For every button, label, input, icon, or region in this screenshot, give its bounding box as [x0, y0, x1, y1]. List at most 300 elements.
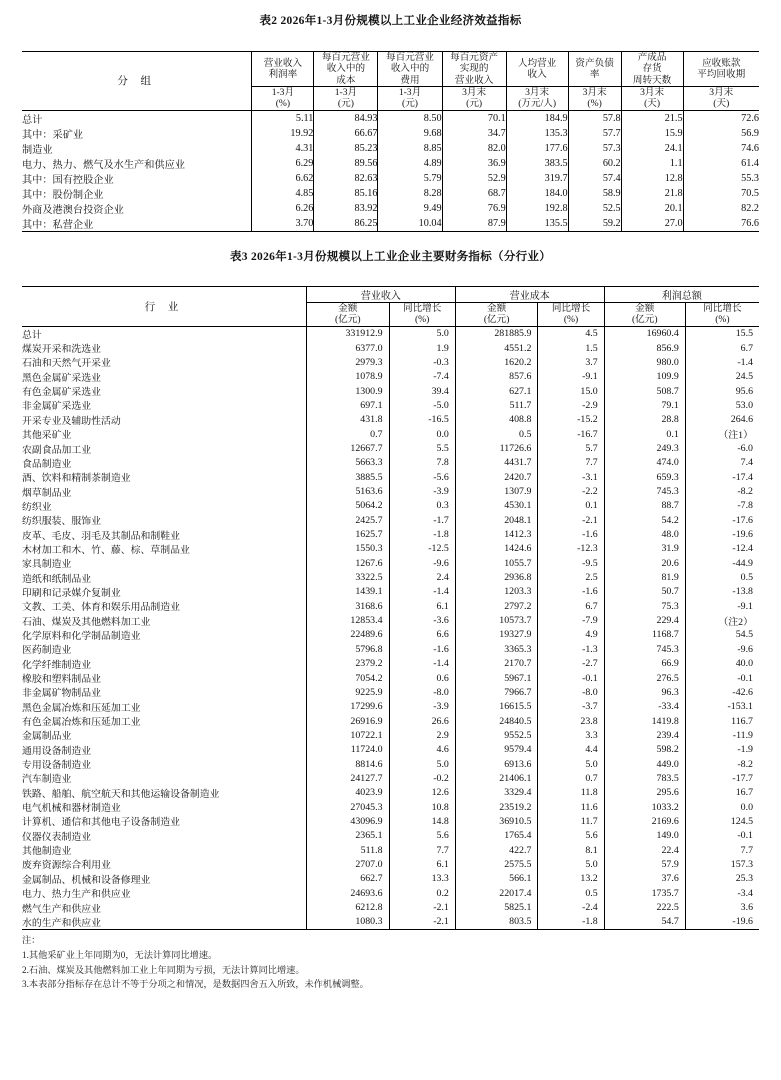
data-cell: 22017.4 [455, 886, 538, 900]
data-cell: 4.85 [252, 186, 314, 201]
table-row [22, 900, 759, 914]
data-cell: -2.7 [538, 657, 604, 671]
data-cell: 17299.6 [306, 700, 389, 714]
data-cell: 7966.7 [455, 685, 538, 699]
data-cell: 58.9 [568, 186, 621, 201]
data-cell: 72.6 [683, 110, 759, 126]
row-label: 烟草制品业 [22, 487, 72, 499]
data-cell: -2.2 [538, 484, 604, 498]
row-label: 医药制造业 [22, 645, 72, 657]
row-label: 有色金属矿采选业 [22, 387, 102, 399]
row-label: 专用设备制造业 [22, 760, 92, 772]
data-cell: 16615.5 [455, 700, 538, 714]
data-cell: 5163.6 [306, 484, 389, 498]
data-cell: 85.23 [314, 141, 378, 156]
data-cell: 124.5 [685, 814, 759, 828]
table2-unit-debt-ratio: 3月末 (%) [568, 86, 621, 110]
table3-group-header-profit: 利润总额 [604, 286, 759, 302]
data-cell: 2048.1 [455, 513, 538, 527]
data-cell: 662.7 [306, 872, 389, 886]
data-cell: 50.7 [604, 585, 685, 599]
data-cell: 61.4 [683, 156, 759, 171]
data-cell: -9.6 [389, 556, 455, 570]
table-row [22, 556, 759, 570]
data-cell: 15.5 [685, 326, 759, 341]
data-cell: -2.1 [538, 513, 604, 527]
data-cell: 52.5 [568, 201, 621, 216]
data-cell: 2575.5 [455, 857, 538, 871]
data-cell: 57.4 [568, 171, 621, 186]
data-cell: 12.6 [389, 786, 455, 800]
data-cell: 2979.3 [306, 355, 389, 369]
data-cell: （注1） [685, 427, 759, 441]
data-cell: 3.7 [538, 355, 604, 369]
table2-col-header-expense-per-hundred: 每百元营业 收入中的 费用 [378, 52, 442, 87]
data-cell: 856.9 [604, 341, 685, 355]
footnote-item: 2.石油、煤炭及其他燃料加工业上年同期为亏损，无法计算同比增速。 [22, 964, 305, 975]
table-row [22, 671, 759, 685]
data-cell: 24127.7 [306, 771, 389, 785]
data-cell: 13.2 [538, 872, 604, 886]
data-cell: 331912.9 [306, 326, 389, 341]
data-cell: 57.9 [604, 857, 685, 871]
data-cell: 9.49 [378, 201, 442, 216]
data-cell: 48.0 [604, 527, 685, 541]
data-cell: 1412.3 [455, 527, 538, 541]
data-cell: 2936.8 [455, 570, 538, 584]
data-cell: 745.3 [604, 484, 685, 498]
table-row [22, 800, 759, 814]
data-cell: 1.9 [389, 341, 455, 355]
data-cell: 11.8 [538, 786, 604, 800]
table-row [22, 370, 759, 384]
data-cell: 68.7 [442, 186, 506, 201]
table-row [22, 886, 759, 900]
data-cell: 2797.2 [455, 599, 538, 613]
data-cell: -5.0 [389, 398, 455, 412]
data-cell: -7.9 [538, 613, 604, 627]
data-cell: -16.7 [538, 427, 604, 441]
data-cell: 87.9 [442, 216, 506, 232]
data-cell: 6.62 [252, 171, 314, 186]
table-row [22, 642, 759, 656]
data-cell: 598.2 [604, 743, 685, 757]
table-row [22, 657, 759, 671]
data-cell: 59.2 [568, 216, 621, 232]
data-cell: -17.7 [685, 771, 759, 785]
data-cell: 5.0 [538, 757, 604, 771]
row-label: 废弃资源综合利用业 [22, 860, 111, 872]
footnotes-heading: 注： [22, 934, 41, 945]
data-cell: 96.3 [604, 685, 685, 699]
data-cell: 22.4 [604, 843, 685, 857]
footnotes [22, 933, 759, 993]
data-cell: 1.5 [538, 341, 604, 355]
table-row [22, 470, 759, 484]
row-label: 橡胶和塑料制品业 [22, 674, 102, 686]
data-cell: 980.0 [604, 355, 685, 369]
data-cell: 0.7 [306, 427, 389, 441]
data-cell: 1765.4 [455, 829, 538, 843]
data-cell: 249.3 [604, 441, 685, 455]
data-cell: 4.31 [252, 141, 314, 156]
data-cell: 745.3 [604, 642, 685, 656]
data-cell: 55.3 [683, 171, 759, 186]
data-cell: 0.0 [685, 800, 759, 814]
data-cell: 34.7 [442, 126, 506, 141]
data-cell: 3.3 [538, 728, 604, 742]
data-cell: 5.5 [389, 441, 455, 455]
data-cell: 0.5 [685, 570, 759, 584]
data-cell: 15.9 [621, 126, 683, 141]
data-cell: 3885.5 [306, 470, 389, 484]
data-cell: 9552.5 [455, 728, 538, 742]
data-cell: -0.1 [685, 671, 759, 685]
data-cell: 66.67 [314, 126, 378, 141]
row-label: 非金属矿采选业 [22, 401, 92, 413]
row-label: 水的生产和供应业 [22, 915, 306, 930]
data-cell: -1.4 [389, 585, 455, 599]
table2-col-header-profit-rate: 营业收入 利润率 [252, 52, 314, 87]
data-cell: 5.0 [389, 757, 455, 771]
data-cell: 135.5 [506, 216, 568, 232]
data-cell: 82.2 [683, 201, 759, 216]
data-cell: 6377.0 [306, 341, 389, 355]
data-cell: 264.6 [685, 413, 759, 427]
data-cell: 12667.7 [306, 441, 389, 455]
data-cell: 4023.9 [306, 786, 389, 800]
row-label: 黑色金属冶炼和压延加工业 [22, 702, 141, 714]
data-cell: 39.4 [389, 384, 455, 398]
table-row [22, 527, 759, 541]
data-cell: 19.92 [252, 126, 314, 141]
table-row [22, 585, 759, 599]
row-label: 计算机、通信和其他电子设备制造业 [22, 817, 181, 829]
table2-col-header-inventory-turnover-days: 产成品 存货 周转天数 [621, 52, 683, 87]
data-cell: -8.2 [685, 484, 759, 498]
data-cell: 7.4 [685, 456, 759, 470]
row-label: 石油、煤炭及其他燃料加工业 [22, 616, 151, 628]
data-cell: 24.1 [621, 141, 683, 156]
data-cell: 26916.9 [306, 714, 389, 728]
data-cell: 2.4 [389, 570, 455, 584]
data-cell: 1424.6 [455, 542, 538, 556]
table3-header [22, 286, 759, 326]
table-row [22, 628, 759, 642]
table2-unit-inventory-turnover-days: 3月末 (天) [621, 86, 683, 110]
row-label: 有色金属冶炼和压延加工业 [22, 717, 141, 729]
table2-unit-expense-per-hundred: 1-3月 (元) [378, 86, 442, 110]
data-cell: 8814.6 [306, 757, 389, 771]
data-cell: 857.6 [455, 370, 538, 384]
data-cell: 86.25 [314, 216, 378, 232]
table-row [22, 384, 759, 398]
data-cell: 1625.7 [306, 527, 389, 541]
data-cell: 3168.6 [306, 599, 389, 613]
data-cell: -19.6 [685, 527, 759, 541]
data-cell: 659.3 [604, 470, 685, 484]
table-row [22, 441, 759, 455]
data-cell: -13.8 [685, 585, 759, 599]
data-cell: -33.4 [604, 700, 685, 714]
data-cell: -1.4 [685, 355, 759, 369]
row-label: 总计 [22, 114, 43, 126]
data-cell: 5.6 [389, 829, 455, 843]
table-row [22, 714, 759, 728]
table3-body [22, 326, 759, 929]
table2-col-header-revenue-per-hundred-assets: 每百元资产 实现的 营业收入 [442, 52, 506, 87]
row-label: 煤炭开采和洗选业 [22, 344, 102, 356]
data-cell: 319.7 [506, 171, 568, 186]
table3-title: 表3 2026年1-3月份规模以上工业企业主要财务指标（分行业） [229, 250, 552, 263]
data-cell: -2.1 [389, 900, 455, 914]
table-row [22, 728, 759, 742]
table2-unit-revenue-per-capita: 3月末 (万元/人) [506, 86, 568, 110]
data-cell: 508.7 [604, 384, 685, 398]
table2-stub-header: 分 组 [22, 52, 252, 111]
data-cell: 36.9 [442, 156, 506, 171]
data-cell: 4.4 [538, 743, 604, 757]
data-cell: 24840.5 [455, 714, 538, 728]
data-cell: 0.7 [538, 771, 604, 785]
table3-subheader-profit-growth: 同比增长 (%) [685, 302, 759, 326]
data-cell: -1.6 [538, 527, 604, 541]
data-cell: 2170.7 [455, 657, 538, 671]
data-cell: 697.1 [306, 398, 389, 412]
table-row [22, 814, 759, 828]
data-cell: 81.9 [604, 570, 685, 584]
row-label: 黑色金属矿采选业 [22, 372, 102, 384]
data-cell: 84.93 [314, 110, 378, 126]
data-cell: -1.6 [538, 585, 604, 599]
data-cell: 19327.9 [455, 628, 538, 642]
data-cell: 76.6 [683, 216, 759, 232]
data-cell: 31.9 [604, 542, 685, 556]
row-label: 其中：股份制企业 [22, 189, 104, 201]
data-cell: 1203.3 [455, 585, 538, 599]
data-cell: 6212.8 [306, 900, 389, 914]
data-cell: 20.1 [621, 201, 683, 216]
data-cell: 1267.6 [306, 556, 389, 570]
data-cell: -9.1 [685, 599, 759, 613]
data-cell: 27045.3 [306, 800, 389, 814]
data-cell: 7.7 [685, 843, 759, 857]
data-cell: -3.7 [538, 700, 604, 714]
data-cell: -7.4 [389, 370, 455, 384]
data-cell: 2169.6 [604, 814, 685, 828]
table3-group-header-cost: 营业成本 [455, 286, 604, 302]
table-row [22, 141, 759, 156]
data-cell: 54.5 [685, 628, 759, 642]
table-row [22, 685, 759, 699]
data-cell: 88.7 [604, 499, 685, 513]
data-cell: 11.7 [538, 814, 604, 828]
data-cell: 281885.9 [455, 326, 538, 341]
row-label: 总计 [22, 329, 42, 341]
data-cell: 229.4 [604, 613, 685, 627]
data-cell: -12.3 [538, 542, 604, 556]
data-cell: 2425.7 [306, 513, 389, 527]
table3-group-header-revenue: 营业收入 [306, 286, 455, 302]
table-row [22, 743, 759, 757]
data-cell: 21.5 [621, 110, 683, 126]
row-label: 皮革、毛皮、羽毛及其制品和制鞋业 [22, 530, 181, 542]
row-label: 化学原料和化学制品制造业 [22, 630, 141, 642]
data-cell: -1.6 [389, 642, 455, 656]
data-cell: 1307.9 [455, 484, 538, 498]
data-cell: 26.6 [389, 714, 455, 728]
table3-financial-indicators-by-industry [22, 286, 759, 930]
table-row [22, 599, 759, 613]
table-row [22, 398, 759, 412]
data-cell: -2.4 [538, 900, 604, 914]
table3-subheader-revenue-growth: 同比增长 (%) [389, 302, 455, 326]
data-cell: 82.0 [442, 141, 506, 156]
data-cell: 10573.7 [455, 613, 538, 627]
row-label: 燃气生产和供应业 [22, 903, 102, 915]
data-cell: 6.29 [252, 156, 314, 171]
data-cell: 36910.5 [455, 814, 538, 828]
data-cell: 5.79 [378, 171, 442, 186]
data-cell: 56.9 [683, 126, 759, 141]
table-row [22, 872, 759, 886]
table-row [22, 201, 759, 216]
data-cell: 14.8 [389, 814, 455, 828]
data-cell: 28.8 [604, 413, 685, 427]
table-row [22, 216, 759, 232]
data-cell: -9.1 [538, 370, 604, 384]
row-label: 酒、饮料和精制茶制造业 [22, 473, 131, 485]
row-label: 印刷和记录媒介复制业 [22, 587, 121, 599]
data-cell: 66.9 [604, 657, 685, 671]
data-cell: 5.11 [252, 110, 314, 126]
data-cell: 222.5 [604, 900, 685, 914]
row-label: 造纸和纸制品业 [22, 573, 92, 585]
data-cell: 783.5 [604, 771, 685, 785]
data-cell: 184.0 [506, 186, 568, 201]
data-cell: 6.7 [685, 341, 759, 355]
data-cell: 0.1 [538, 499, 604, 513]
data-cell: 3322.5 [306, 570, 389, 584]
data-cell: 0.0 [389, 427, 455, 441]
data-cell: 566.1 [455, 872, 538, 886]
data-cell: 82.63 [314, 171, 378, 186]
data-cell: -8.2 [685, 757, 759, 771]
table3-subheader-cost-amount: 金额 (亿元) [455, 302, 538, 326]
data-cell: 54.7 [604, 915, 685, 930]
data-cell: 1055.7 [455, 556, 538, 570]
row-label: 金属制品、机械和设备修理业 [22, 874, 151, 886]
footnote-item: 3.本表部分指标存在总计不等于分项之和情况，是数据四舍五入所致，未作机械调整。 [22, 979, 369, 990]
table-row [22, 484, 759, 498]
table-row [22, 771, 759, 785]
data-cell: 53.0 [685, 398, 759, 412]
data-cell: 2365.1 [306, 829, 389, 843]
data-cell: 4530.1 [455, 499, 538, 513]
table2-unit-receivables-collection-period: 3月末 (天) [683, 86, 759, 110]
row-label: 食品制造业 [22, 458, 72, 470]
data-cell: 511.8 [306, 843, 389, 857]
data-cell: -19.6 [685, 915, 759, 930]
data-cell: 79.1 [604, 398, 685, 412]
data-cell: 1620.2 [455, 355, 538, 369]
data-cell: 449.0 [604, 757, 685, 771]
data-cell: 21406.1 [455, 771, 538, 785]
data-cell: 1419.8 [604, 714, 685, 728]
data-cell: 6.1 [389, 857, 455, 871]
row-label: 通用设备制造业 [22, 745, 92, 757]
row-label: 铁路、船舶、航空航天和其他运输设备制造业 [22, 788, 220, 800]
row-label: 家具制造业 [22, 559, 72, 571]
data-cell: 9225.9 [306, 685, 389, 699]
data-cell: 6.6 [389, 628, 455, 642]
table-row [22, 513, 759, 527]
data-cell: 511.7 [455, 398, 538, 412]
data-cell: 89.56 [314, 156, 378, 171]
data-cell: 10.8 [389, 800, 455, 814]
data-cell: 12853.4 [306, 613, 389, 627]
table-row [22, 456, 759, 470]
data-cell: 0.2 [389, 886, 455, 900]
table-row [22, 613, 759, 627]
table-row [22, 126, 759, 141]
table3-header-row-groups [22, 286, 759, 302]
data-cell: 75.3 [604, 599, 685, 613]
data-cell: 60.2 [568, 156, 621, 171]
row-label: 木材加工和木、竹、藤、棕、草制品业 [22, 544, 190, 556]
table-row [22, 857, 759, 871]
data-cell: 1033.2 [604, 800, 685, 814]
data-cell: -0.1 [538, 671, 604, 685]
data-cell: 1168.7 [604, 628, 685, 642]
row-label: 其中：国有控股企业 [22, 174, 114, 186]
row-label: 汽车制造业 [22, 774, 72, 786]
data-cell: -3.9 [389, 484, 455, 498]
data-cell: 7054.2 [306, 671, 389, 685]
data-cell: -1.8 [389, 527, 455, 541]
data-cell: -8.0 [389, 685, 455, 699]
row-label: 制造业 [22, 144, 53, 156]
table-row [22, 829, 759, 843]
data-cell: 184.9 [506, 110, 568, 126]
table-row [22, 171, 759, 186]
data-cell: 24.5 [685, 370, 759, 384]
data-cell: 11.6 [538, 800, 604, 814]
data-cell: -0.3 [389, 355, 455, 369]
data-cell: 57.7 [568, 126, 621, 141]
data-cell: -17.4 [685, 470, 759, 484]
data-cell: 54.2 [604, 513, 685, 527]
data-cell: 10722.1 [306, 728, 389, 742]
row-label: 其他采矿业 [22, 430, 72, 442]
data-cell: 383.5 [506, 156, 568, 171]
data-cell: -17.6 [685, 513, 759, 527]
table-row [22, 427, 759, 441]
data-cell: 1439.1 [306, 585, 389, 599]
table3-stub-header: 行 业 [22, 286, 306, 326]
table-row [22, 326, 759, 341]
table-row [22, 186, 759, 201]
data-cell: 85.16 [314, 186, 378, 201]
row-label: 开采专业及辅助性活动 [22, 415, 121, 427]
data-cell: 5825.1 [455, 900, 538, 914]
data-cell: 10.04 [378, 216, 442, 232]
data-cell: 9.68 [378, 126, 442, 141]
data-cell: 5796.8 [306, 642, 389, 656]
data-cell: 83.92 [314, 201, 378, 216]
data-cell: 149.0 [604, 829, 685, 843]
data-cell: 8.85 [378, 141, 442, 156]
